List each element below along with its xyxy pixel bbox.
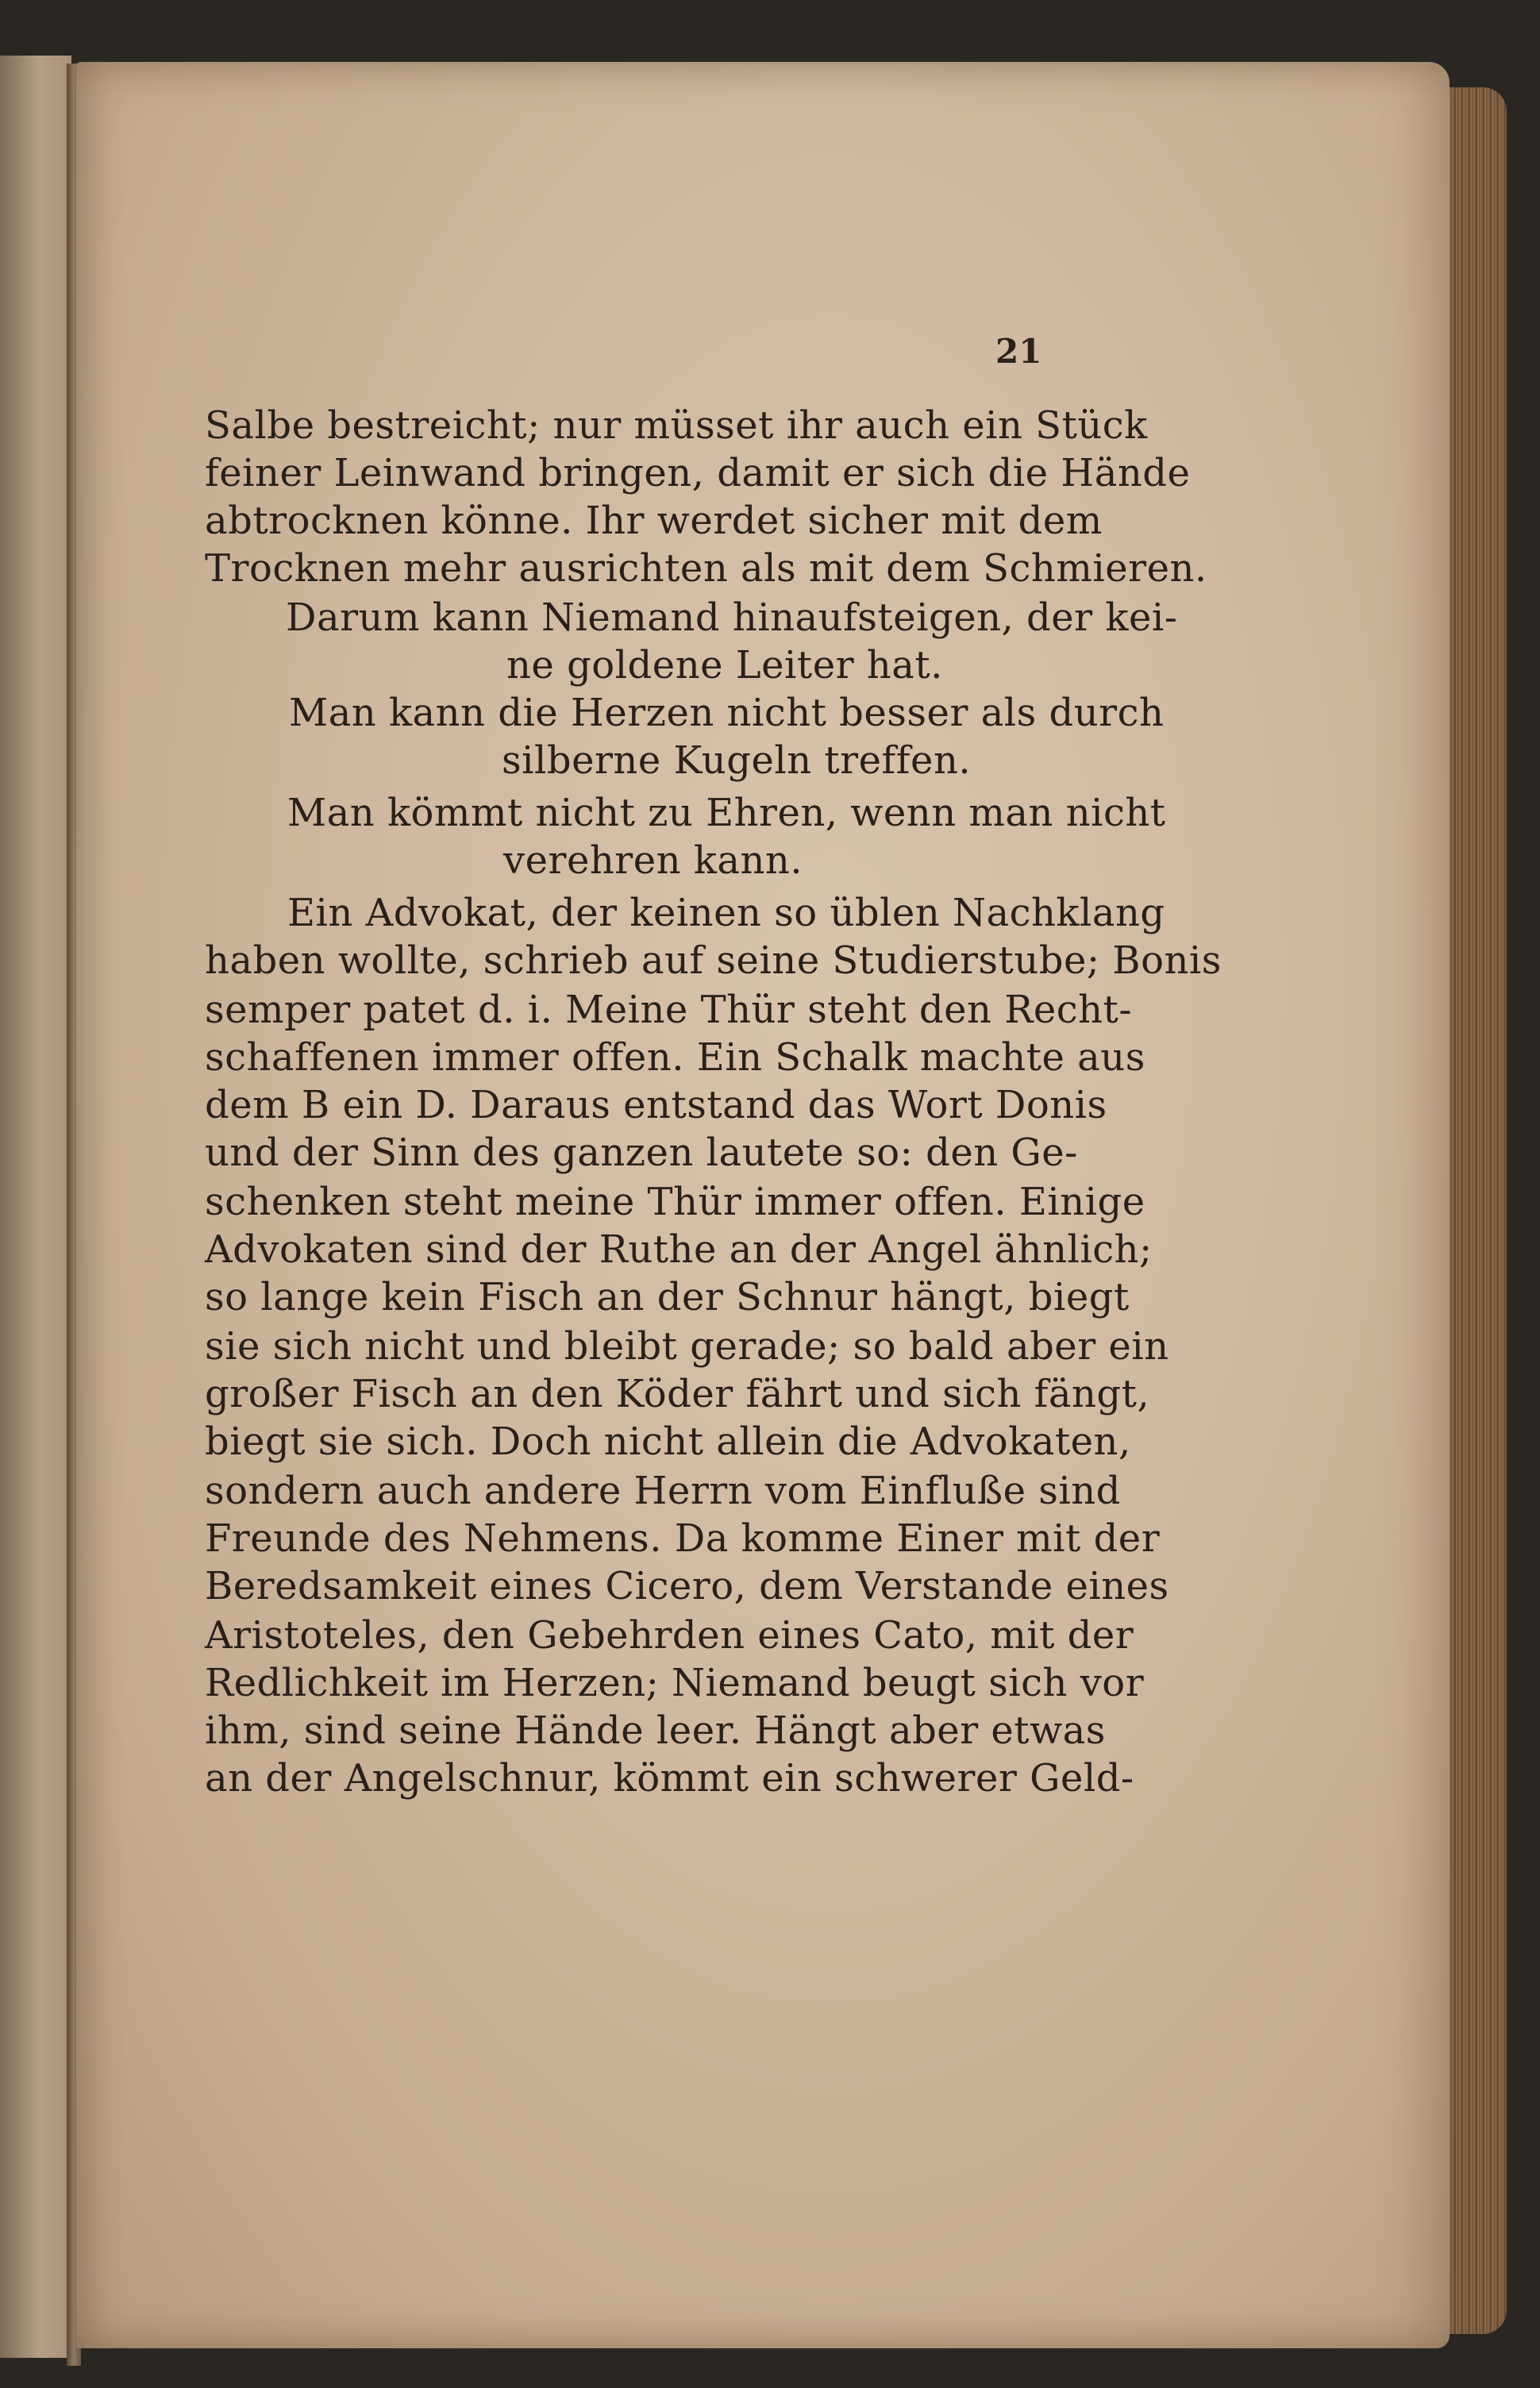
text-line-10: verehren kann. — [503, 838, 803, 883]
text-line-2: feiner Leinwand bringen, damit er sich die Hände — [205, 451, 1191, 495]
page-fore-edge — [1443, 87, 1507, 2334]
text-line-3: abtrocknen könne. Ihr werdet sicher mit dem — [205, 499, 1103, 543]
text-line-22: biegt sie sich. Doch nicht allein die Advokaten, — [205, 1419, 1131, 1464]
text-line-14: schaffenen immer offen. Ein Schalk machte aus — [205, 1035, 1145, 1080]
page-number: 21 — [995, 332, 1042, 371]
text-line-4: Trocknen mehr ausrichten als mit dem Schmieren. — [205, 546, 1207, 591]
text-line-18: Advokaten sind der Ruthe an der Angel ähnlich; — [205, 1227, 1153, 1272]
text-line-13: semper patet d. i. Meine Thür steht den Recht- — [205, 988, 1133, 1032]
text-line-26: Aristoteles, den Gebehrden eines Cato, mit der — [205, 1613, 1134, 1658]
text-line-17: schenken steht meine Thür immer offen. Einige — [205, 1180, 1145, 1224]
text-line-29: an der Angelschnur, kömmt ein schwerer Geld- — [205, 1756, 1134, 1801]
text-line-12: haben wollte, schrieb auf seine Studierstube; Bonis — [205, 938, 1222, 983]
text-line-1: Salbe bestreicht; nur müsset ihr auch ein Stück — [205, 403, 1148, 448]
text-line-7: Man kann die Herzen nicht besser als durch — [289, 691, 1165, 735]
text-line-6: ne goldene Leiter hat. — [506, 643, 943, 688]
left-page-edge — [0, 56, 71, 2358]
text-line-24: Freunde des Nehmens. Da komme Einer mit der — [205, 1516, 1161, 1561]
text-line-20: sie sich nicht und bleibt gerade; so bald aber ein — [205, 1324, 1169, 1369]
text-line-9: Man kömmt nicht zu Ehren, wenn man nicht — [287, 791, 1166, 835]
text-line-23: sondern auch andere Herrn vom Einfluße sind — [205, 1469, 1121, 1513]
text-line-11: Ein Advokat, der keinen so üblen Nachklang — [287, 891, 1165, 935]
text-line-16: und der Sinn des ganzen lautete so: den Ge- — [205, 1130, 1078, 1175]
text-line-19: so lange kein Fisch an der Schnur hängt, biegt — [205, 1275, 1130, 1319]
text-line-8: silberne Kugeln treffen. — [502, 738, 972, 783]
text-line-28: ihm, sind seine Hände leer. Hängt aber etwas — [205, 1708, 1106, 1753]
text-line-21: großer Fisch an den Köder fährt und sich fängt, — [205, 1372, 1150, 1416]
text-line-15: dem B ein D. Daraus entstand das Wort Donis — [205, 1083, 1107, 1127]
text-line-5: Darum kann Niemand hinaufsteigen, der kei- — [286, 595, 1178, 640]
text-line-27: Redlichkeit im Herzen; Niemand beugt sich vor — [205, 1661, 1145, 1705]
text-line-25: Beredsamkeit eines Cicero, dem Verstande eines — [205, 1564, 1169, 1608]
